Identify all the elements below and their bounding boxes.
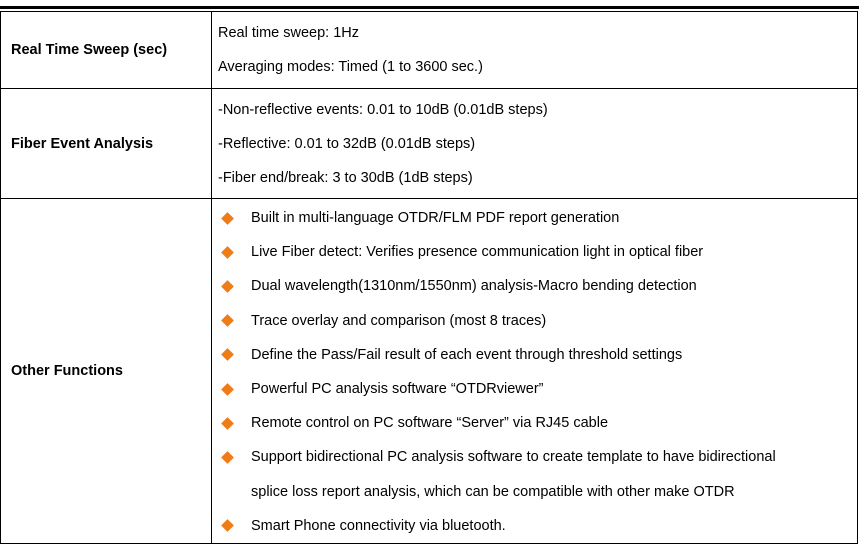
row-label-fiber-event-analysis: Fiber Event Analysis	[11, 135, 154, 152]
bullet-text: Define the Pass/Fail result of each event through threshold settings	[251, 346, 683, 363]
table-row	[1, 12, 858, 89]
list-item-continuation	[218, 475, 857, 509]
bullet-text: Support bidirectional PC analysis software to create template to have bidirectional	[251, 449, 776, 466]
orange-diamond-icon	[221, 348, 234, 361]
row-value-cell	[212, 199, 858, 544]
bullet-text: Trace overlay and comparison (most 8 traces)	[251, 312, 547, 329]
bullet-text: splice loss report analysis, which can be compatible with other make OTDR	[251, 483, 735, 500]
spec-line: -Reflective: 0.01 to 32dB (0.01dB steps)	[218, 135, 476, 152]
row-value-cell	[212, 89, 858, 199]
row-label-other-functions: Other Functions	[11, 362, 123, 379]
top-border-rule	[0, 6, 859, 9]
orange-diamond-icon	[221, 280, 234, 293]
spec-line: Averaging modes: Timed (1 to 3600 sec.)	[218, 59, 483, 75]
bullet-text: Powerful PC analysis software “OTDRviewer”	[251, 381, 544, 398]
list-item	[218, 509, 857, 543]
row-label-cell	[1, 89, 212, 199]
spec-line: -Non-reflective events: 0.01 to 10dB (0.01dB steps)	[218, 101, 548, 118]
orange-diamond-icon	[221, 417, 234, 430]
orange-diamond-icon	[221, 212, 234, 225]
orange-diamond-icon	[221, 314, 234, 327]
bullet-text: Remote control on PC software “Server” via RJ45 cable	[251, 415, 609, 432]
table-row	[1, 199, 858, 544]
row-value-cell	[212, 12, 858, 89]
row-label-cell	[1, 199, 212, 544]
orange-diamond-icon	[221, 519, 234, 532]
spec-line: -Fiber end/break: 3 to 30dB (1dB steps)	[218, 169, 473, 186]
list-item	[218, 372, 857, 406]
orange-diamond-icon	[221, 246, 234, 259]
list-item	[218, 235, 857, 269]
list-item	[218, 201, 857, 235]
list-item	[218, 338, 857, 372]
row-label-cell	[1, 12, 212, 89]
spec-line: Real time sweep: 1Hz	[218, 25, 360, 41]
bullet-text: Built in multi-language OTDR/FLM PDF report generation	[251, 210, 620, 227]
list-item	[218, 304, 857, 338]
bullet-text: Smart Phone connectivity via bluetooth.	[251, 517, 506, 534]
orange-diamond-icon	[221, 451, 234, 464]
list-item	[218, 269, 857, 303]
list-item	[218, 406, 857, 440]
bullet-text: Dual wavelength(1310nm/1550nm) analysis-Macro bending detection	[251, 278, 697, 295]
table-row	[1, 89, 858, 199]
row-label-real-time-sweep: Real Time Sweep (sec)	[11, 42, 168, 58]
list-item	[218, 440, 857, 474]
spec-table	[0, 11, 858, 544]
orange-diamond-icon	[221, 383, 234, 396]
bullet-text: Live Fiber detect: Verifies presence communication light in optical fiber	[251, 244, 704, 261]
